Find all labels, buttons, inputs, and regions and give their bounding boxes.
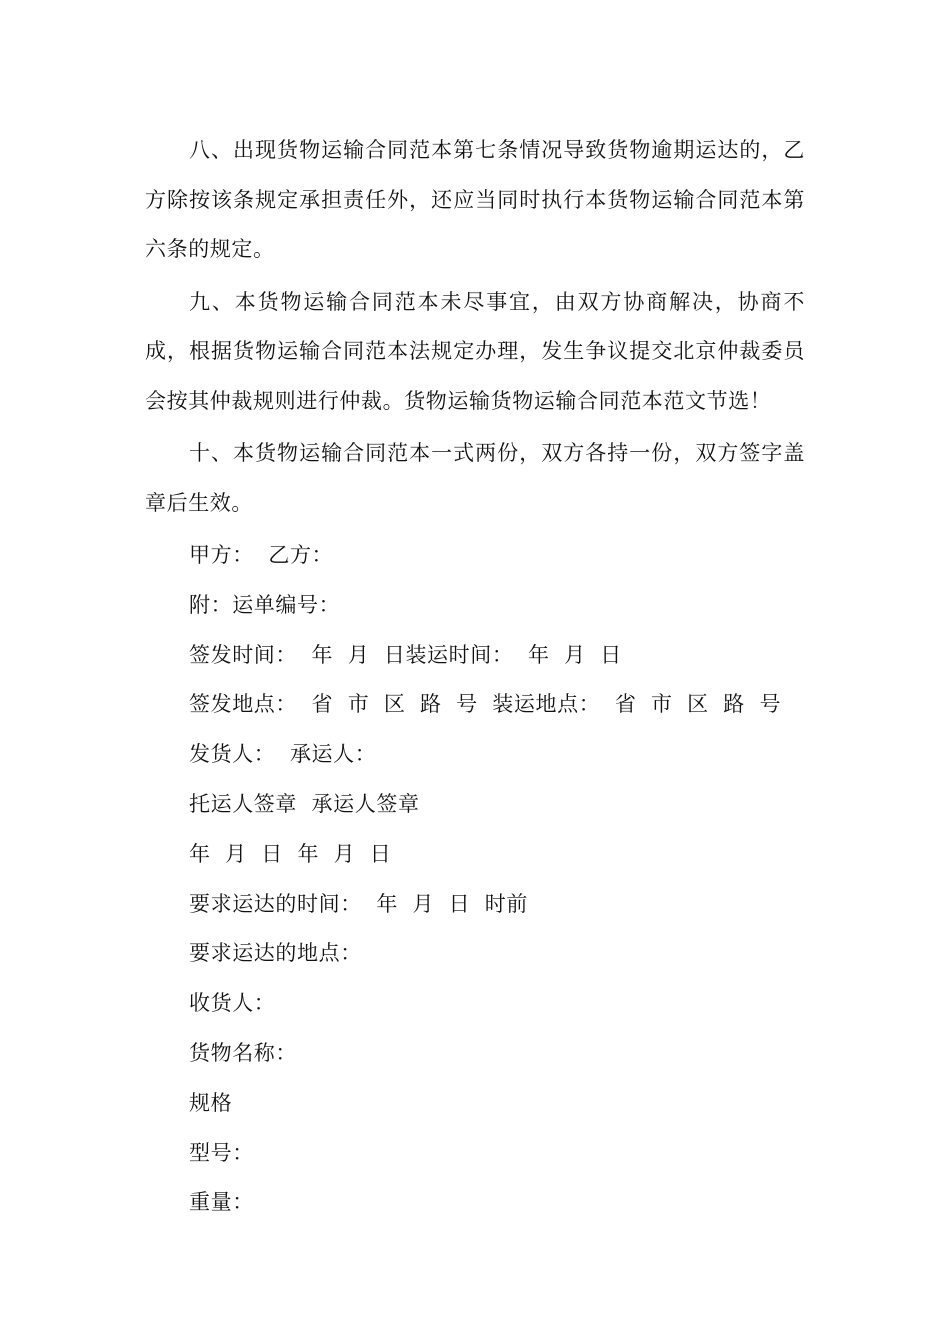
field-waybill-number: 附：运单编号：: [189, 592, 341, 617]
clause-nine: 九、本货物运输合同范本未尽事宜，由双方协商解决，协商不成，根据货物运输合同范本法规定办理，发生争议提交北京仲裁委员会按其仲裁规则进行仲裁。货物运输货物运输合同范本范文节选！: [145, 289, 805, 413]
field-model: 型号：: [189, 1140, 254, 1165]
field-goods-name: 货物名称：: [189, 1040, 297, 1065]
field-signature-dates: 年 月 日 年 月 日: [189, 841, 392, 866]
field-consignee: 收货人：: [189, 991, 276, 1016]
field-weight: 重量：: [189, 1190, 254, 1215]
field-shipper-and-carrier: 发货人： 承运人：: [189, 742, 377, 767]
field-specification: 规格: [189, 1090, 233, 1115]
clause-ten: 十、本货物运输合同范本一式两份，双方各持一份，双方签字盖章后生效。: [145, 441, 805, 515]
field-issue-and-load-time: 签发时间： 年 月 日装运时间： 年 月 日: [189, 642, 622, 667]
field-issue-and-load-place: 签发地点： 省 市 区 路 号 装运地点： 省 市 区 路 号: [189, 692, 782, 717]
clause-eight: 八、出现货物运输合同范本第七条情况导致货物逾期运达的，乙方除按该条规定承担责任外，还应当同时执行本货物运输合同范本第六条的规定。: [145, 138, 805, 261]
field-delivery-time: 要求运达的时间： 年 月 日 时前: [189, 891, 529, 916]
contract-body: [145, 126, 805, 1228]
field-parties: 甲方： 乙方：: [189, 543, 334, 567]
field-signatures: 托运人签章 承运人签章: [189, 791, 420, 816]
field-delivery-place: 要求运达的地点：: [189, 941, 362, 966]
